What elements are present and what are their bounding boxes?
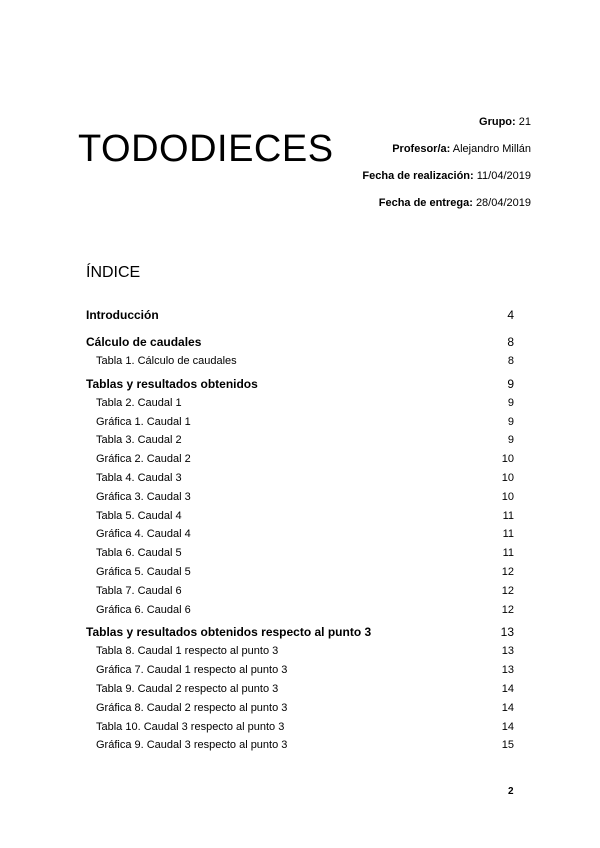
toc-entry-label: Gráfica 8. Caudal 2 respecto al punto 3	[96, 701, 288, 714]
toc-entry-label: Tabla 6. Caudal 5	[96, 547, 182, 560]
toc-subentry[interactable]	[86, 352, 514, 371]
toc-entry-label: Gráfica 5. Caudal 5	[96, 565, 191, 578]
toc-entry-label: Tabla 2. Caudal 1	[96, 396, 182, 409]
toc-entry-label: Tabla 3. Caudal 2	[96, 434, 182, 447]
page-number: 2	[508, 786, 514, 797]
grupo-value: 21	[518, 116, 531, 128]
toc-entry-page: 9	[507, 434, 514, 447]
index-heading: ÍNDICE	[86, 264, 141, 281]
toc-entry-page: 14	[501, 682, 514, 695]
toc-subentry[interactable]	[86, 525, 514, 544]
toc-subentry[interactable]	[86, 582, 514, 601]
toc-entry-page: 12	[501, 584, 514, 597]
toc-entry-label: Introducción	[86, 308, 159, 322]
toc-subentry[interactable]	[86, 642, 514, 661]
toc-subentry[interactable]	[86, 431, 514, 450]
realizacion-row	[362, 168, 531, 195]
toc-entry-label: Gráfica 4. Caudal 4	[96, 528, 191, 541]
toc-entry-page: 14	[501, 720, 514, 733]
toc-subentry[interactable]	[86, 488, 514, 507]
toc-entry-page: 11	[502, 528, 514, 541]
entrega-label: Fecha de entrega:	[378, 197, 473, 209]
toc-entry-page: 9	[507, 376, 514, 391]
toc-subentry[interactable]	[86, 563, 514, 582]
toc-entry-label: Gráfica 1. Caudal 1	[96, 415, 191, 428]
toc-entry-label: Gráfica 9. Caudal 3 respecto al punto 3	[96, 739, 288, 752]
toc-entry-label: Gráfica 2. Caudal 2	[96, 453, 191, 466]
entrega-value: 28/04/2019	[475, 197, 531, 209]
toc-subentry[interactable]	[86, 507, 514, 526]
grupo-row	[362, 114, 531, 141]
toc-entry-label: Tabla 10. Caudal 3 respecto al punto 3	[96, 720, 285, 733]
toc-subentry[interactable]	[86, 413, 514, 432]
toc-entry-page: 15	[501, 739, 514, 752]
toc-section-calculo-caudales[interactable]	[86, 333, 514, 352]
profesor-value: Alejandro Millán	[452, 143, 531, 155]
toc-entry-page: 9	[507, 396, 514, 409]
toc-entry-page: 11	[502, 509, 514, 522]
realizacion-value: 11/04/2019	[476, 170, 531, 182]
toc-entry-page: 13	[500, 625, 514, 640]
toc-subentry[interactable]	[86, 450, 514, 469]
toc-entry-page: 9	[507, 415, 514, 428]
toc-subentry[interactable]	[86, 661, 514, 680]
toc-entry-label: Gráfica 7. Caudal 1 respecto al punto 3	[96, 664, 288, 677]
toc-entry-label: Tabla 9. Caudal 2 respecto al punto 3	[96, 682, 279, 695]
toc-subentry[interactable]	[86, 736, 514, 755]
toc-entry-page: 12	[501, 565, 514, 578]
toc-entry-page: 4	[507, 308, 514, 322]
toc-entry-label: Tabla 8. Caudal 1 respecto al punto 3	[96, 645, 279, 658]
toc-subentry[interactable]	[86, 469, 514, 488]
toc-subentry[interactable]	[86, 544, 514, 563]
toc-entry-label: Tablas y resultados obtenidos	[86, 376, 258, 391]
entrega-row	[362, 195, 531, 222]
toc-entry-label: Gráfica 6. Caudal 6	[96, 603, 191, 616]
toc-entry-page: 13	[501, 645, 514, 658]
toc-entry-page: 14	[501, 701, 514, 714]
toc-subentry[interactable]	[86, 680, 514, 699]
toc-entry-page: 8	[507, 335, 514, 349]
toc-subentry[interactable]	[86, 394, 514, 413]
toc-entry-page: 10	[501, 453, 514, 466]
toc-subentry[interactable]	[86, 699, 514, 718]
toc-section-introduccion[interactable]	[86, 306, 514, 325]
toc-subentry[interactable]	[86, 601, 514, 620]
toc-entry-label: Gráfica 3. Caudal 3	[96, 490, 191, 503]
toc-entry-page: 10	[501, 471, 514, 484]
toc-entry-page: 11	[502, 547, 514, 560]
table-of-contents	[86, 306, 514, 755]
toc-entry-label: Tabla 7. Caudal 6	[96, 584, 182, 597]
toc-entry-label: Tabla 1. Cálculo de caudales	[96, 355, 237, 367]
grupo-label: Grupo:	[479, 116, 516, 128]
realizacion-label: Fecha de realización:	[362, 170, 474, 182]
toc-entry-label: Tabla 5. Caudal 4	[96, 509, 182, 522]
toc-subentry[interactable]	[86, 718, 514, 737]
toc-entry-page: 10	[501, 490, 514, 503]
document-metadata	[362, 114, 531, 222]
toc-section-tablas-resultados[interactable]	[86, 375, 514, 394]
toc-entry-label: Tablas y resultados obtenidos respecto al punto 3	[86, 625, 372, 640]
toc-section-punto-3[interactable]	[86, 623, 514, 642]
toc-entry-label: Tabla 4. Caudal 3	[96, 471, 182, 484]
toc-entry-page: 12	[501, 603, 514, 616]
profesor-label: Profesor/a:	[392, 143, 451, 155]
toc-entry-page: 8	[507, 355, 514, 367]
document-title: TODODIECES	[78, 128, 334, 170]
profesor-row	[362, 141, 531, 168]
toc-entry-label: Cálculo de caudales	[86, 335, 202, 349]
toc-entry-page: 13	[501, 664, 514, 677]
